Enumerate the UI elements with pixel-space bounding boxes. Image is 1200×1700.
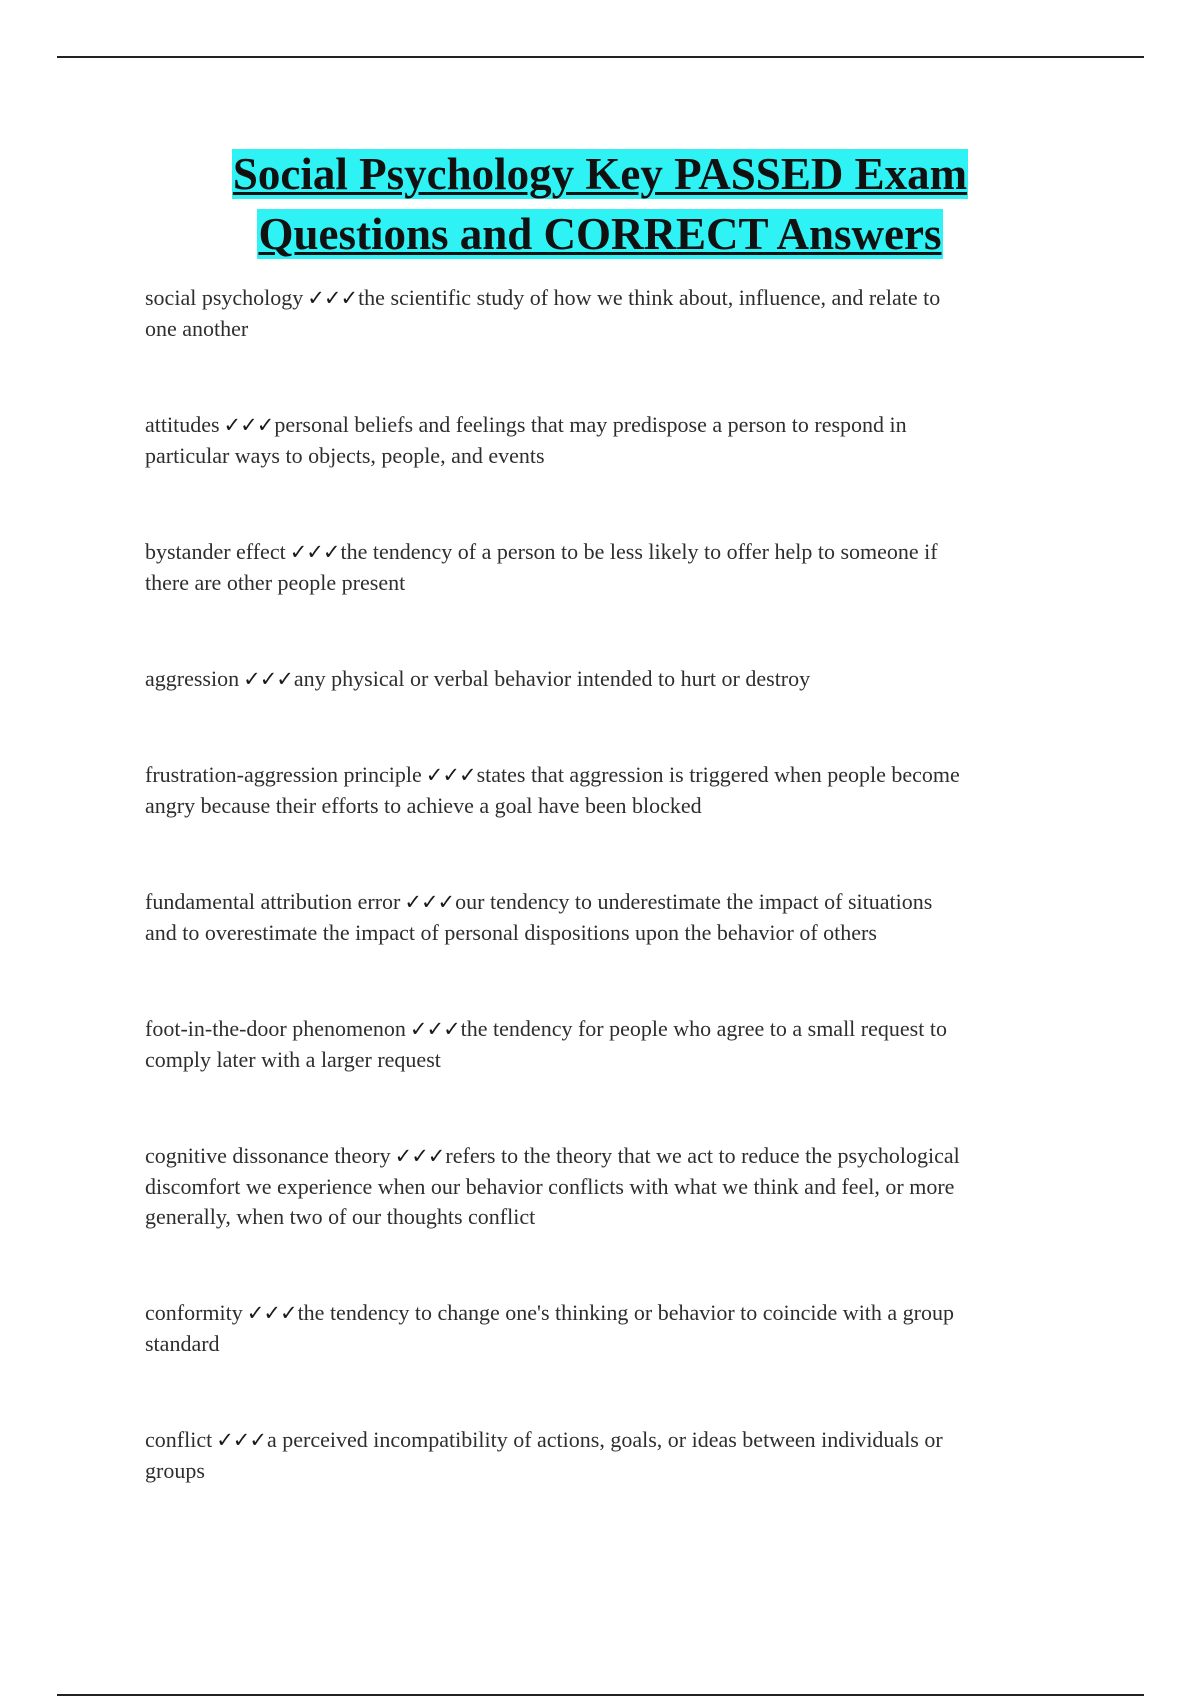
checkmarks-icon: ✓✓✓ [216,1428,266,1452]
qa-entry [145,1141,1065,1233]
entry-definition-line: comply later with a larger request [145,1046,441,1072]
document-title [0,144,1200,264]
checkmarks-icon: ✓✓✓ [246,1301,297,1325]
entry-term: fundamental attribution error [145,889,401,914]
qa-entry [145,1425,1065,1486]
entry-term: foot-in-the-door phenomenon [145,1016,406,1041]
entry-definition-line: and to overestimate the impact of personal dispositions upon the behavior of others [145,919,877,945]
entry-definition-line: personal beliefs and feelings that may predispose a person to respond in [274,412,907,437]
checkmarks-icon: ✓✓✓ [243,667,293,691]
entry-term: cognitive dissonance theory [145,1143,391,1168]
entry-definition-line: states that aggression is triggered when people become [476,762,960,787]
entry-term: conflict [145,1427,213,1452]
bottom-rule [57,1694,1144,1696]
entry-definition-line: the tendency for people who agree to a small request to [460,1016,947,1041]
entry-definition-line: our tendency to underestimate the impact of situations [455,889,933,914]
entry-term: social psychology [145,285,304,310]
entry-definition-line: any physical or verbal behavior intended to hurt or destroy [293,666,811,691]
qa-entry [145,887,1065,948]
entry-term: bystander effect [145,539,286,564]
entry-definition-line: there are other people present [145,569,406,595]
entry-term: conformity [145,1300,243,1325]
checkmarks-icon: ✓✓✓ [307,286,358,310]
qa-entry [145,1298,1065,1359]
top-rule [57,56,1144,58]
entry-definition-line: standard [145,1330,220,1356]
title-line-1: Social Psychology Key PASSED Exam [232,149,968,199]
checkmarks-icon: ✓✓✓ [223,413,274,437]
qa-entry [145,410,1065,471]
qa-entry [145,760,1065,821]
entry-definition-line: the tendency of a person to be less likely to offer help to someone if [340,539,938,564]
checkmarks-icon: ✓✓✓ [425,763,476,787]
entry-term: attitudes [145,412,220,437]
checkmarks-icon: ✓✓✓ [409,1017,460,1041]
checkmarks-icon: ✓✓✓ [289,540,340,564]
entry-definition-line: groups [145,1457,205,1483]
entry-definition-line: one another [145,315,249,341]
entry-definition-line: the tendency to change one's thinking or behavior to coincide with a group [297,1300,955,1325]
entry-definition-line: discomfort we experience when our behavior conflicts with what we think and feel, or more [145,1173,955,1199]
entry-definition-line: refers to the theory that we act to reduce the psychological [445,1143,960,1168]
qa-entry [145,537,1065,598]
checkmarks-icon: ✓✓✓ [404,890,455,914]
title-line-2: Questions and CORRECT Answers [258,209,942,259]
qa-entry [145,283,1065,344]
entry-definition-line: generally, when two of our thoughts conflict [145,1204,536,1229]
entry-definition-line: the scientific study of how we think about, influence, and relate to [358,285,941,310]
checkmarks-icon: ✓✓✓ [394,1144,445,1168]
entry-term: aggression [145,666,240,691]
entry-definition-line: angry because their efforts to achieve a goal have been blocked [145,792,702,818]
entry-definition-line: a perceived incompatibility of actions, goals, or ideas between individuals or [267,1427,943,1452]
qa-entry [145,1014,1065,1075]
entry-term: frustration-aggression principle [145,762,422,787]
entry-definition-line: particular ways to objects, people, and events [145,442,545,468]
qa-entry [145,664,1065,695]
